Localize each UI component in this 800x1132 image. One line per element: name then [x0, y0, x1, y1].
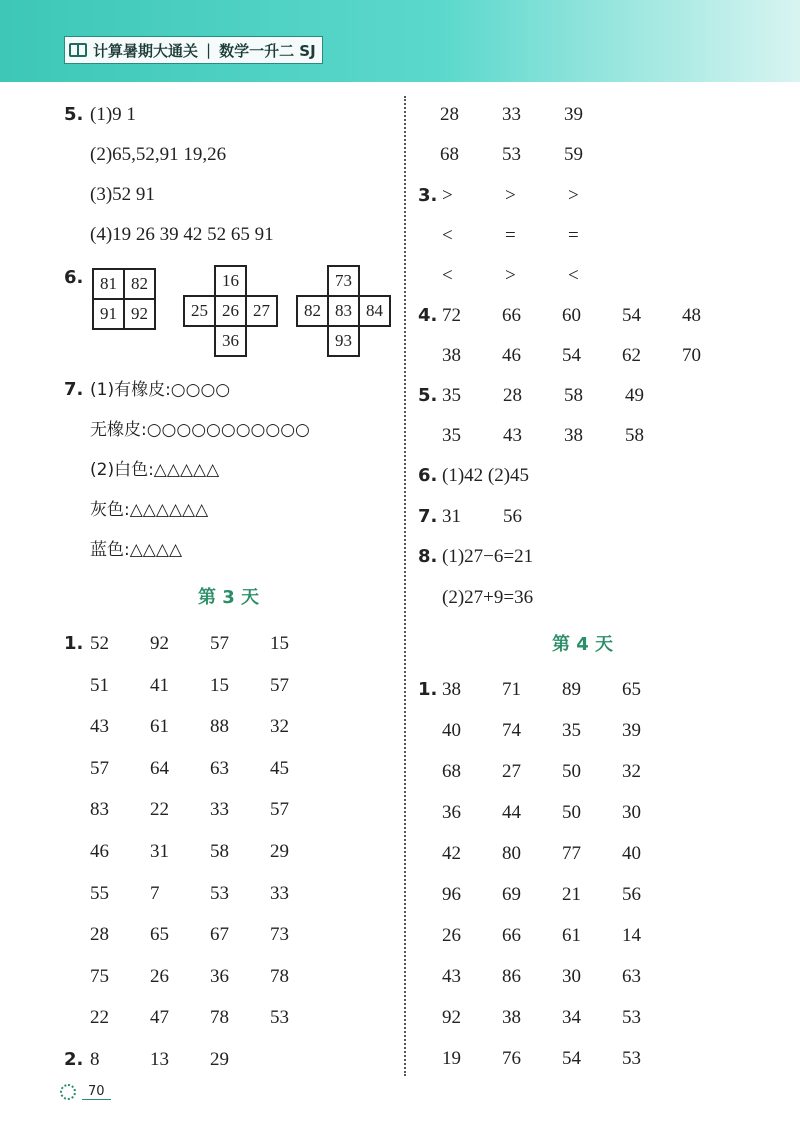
answer: 51 [90, 674, 109, 696]
day-4-heading: 第 4 天 [552, 634, 614, 655]
answer: 66 [502, 925, 521, 946]
answer: 30 [622, 802, 641, 823]
grid-cell: 84 [359, 296, 390, 326]
q5-line-1: (1)9 1 [90, 104, 136, 125]
answer: 39 [622, 720, 641, 741]
grid-cell: 73 [328, 266, 359, 296]
book-icon [69, 43, 87, 57]
answer: 65 [622, 679, 641, 700]
answer: 40 [622, 843, 641, 864]
answer: 38 [502, 1007, 521, 1028]
grid-cell: 92 [124, 299, 155, 329]
answer: 58 [625, 425, 644, 446]
answer: 35 [442, 385, 461, 406]
answer: 22 [90, 1007, 109, 1029]
answer: 44 [502, 802, 521, 823]
answer: 26 [442, 925, 461, 946]
answer: = [568, 225, 579, 246]
q8-line-1: (1)27−6=21 [442, 546, 534, 567]
answer: 63 [210, 757, 229, 779]
q6-grid-3 [296, 265, 391, 357]
answer: 55 [90, 882, 109, 904]
answer: 15 [210, 674, 229, 696]
answer: 61 [150, 716, 169, 738]
answer: 47 [150, 1007, 169, 1029]
q7-line-2: 无橡皮:○○○○○○○○○○○ [90, 420, 310, 440]
answer: 38 [442, 345, 461, 366]
answer: 53 [210, 882, 229, 904]
answer: 88 [210, 716, 229, 738]
header-banner [0, 0, 800, 82]
q7-line-5: 蓝色:△△△△ [90, 540, 183, 560]
q3-number: 3. [418, 185, 438, 206]
grid-cell: 26 [215, 296, 246, 326]
answer: 43 [442, 966, 461, 987]
q6r-answers: (1)42 (2)45 [442, 465, 530, 486]
answer: 27 [502, 761, 521, 782]
header-title: 计算暑期大通关 [93, 41, 199, 60]
answer: 57 [210, 633, 229, 654]
grid-cell: 82 [297, 296, 328, 326]
answer: 39 [564, 104, 583, 125]
answer: 69 [502, 884, 521, 905]
answer: 78 [210, 1007, 229, 1029]
answer: 53 [622, 1007, 641, 1028]
answer: 40 [442, 720, 461, 741]
answer: 57 [270, 674, 289, 696]
d3-q1-number: 1. [64, 633, 84, 654]
answer: 14 [622, 925, 641, 946]
answer: 32 [270, 716, 289, 738]
answer: < [568, 265, 579, 286]
answer: 31 [442, 506, 461, 527]
answer: 29 [210, 1049, 229, 1070]
answer: 61 [562, 925, 581, 946]
grid-cell: 93 [328, 326, 359, 356]
answer: > [442, 185, 453, 206]
answer: 73 [270, 924, 289, 946]
footer [60, 1084, 111, 1100]
grid-cell: 36 [215, 326, 246, 356]
q4-number: 4. [418, 305, 438, 326]
answer: 96 [442, 884, 461, 905]
day-3-heading: 第 3 天 [198, 587, 260, 608]
q7-line-1: (1)有橡皮:○○○○ [90, 380, 231, 400]
answer: 7 [150, 882, 160, 904]
answer: 43 [503, 425, 522, 446]
q6r-number: 6. [418, 465, 438, 486]
q5-number: 5. [64, 104, 84, 125]
answer: 53 [622, 1048, 641, 1069]
answer: 35 [562, 720, 581, 741]
answer: 28 [90, 924, 109, 946]
q7r-number: 7. [418, 506, 438, 527]
answer: 33 [210, 799, 229, 821]
d4-q1-number: 1. [418, 679, 438, 700]
answer: < [442, 265, 453, 286]
q6-number: 6. [64, 267, 84, 288]
answer: 15 [270, 633, 289, 654]
header-separator: | [206, 41, 212, 59]
answer: 22 [150, 799, 169, 821]
answer: 89 [562, 679, 581, 700]
answer: 38 [564, 425, 583, 446]
answer: 52 [90, 633, 109, 654]
q7-line-3: (2)白色:△△△△△ [90, 460, 220, 480]
answer: 68 [440, 144, 459, 165]
answer: 56 [622, 884, 641, 905]
answer: 50 [562, 761, 581, 782]
answer: 70 [682, 345, 701, 366]
answer: 76 [502, 1048, 521, 1069]
answer: 57 [270, 799, 289, 821]
answer: > [568, 185, 579, 206]
q8-line-2: (2)27+9=36 [442, 587, 534, 608]
answer: 92 [150, 633, 169, 654]
answer: 56 [503, 506, 522, 527]
answer: 41 [150, 674, 169, 696]
answer: 28 [440, 104, 459, 125]
grid-cell: 83 [328, 296, 359, 326]
q5-line-2: (2)65,52,91 19,26 [90, 144, 227, 165]
answer: 54 [622, 305, 641, 326]
answer: 8 [90, 1049, 100, 1070]
answer: 60 [562, 305, 581, 326]
answer: 53 [270, 1007, 289, 1029]
q5-line-4: (4)19 26 39 42 52 65 91 [90, 224, 274, 245]
answer: 49 [625, 385, 644, 406]
answer: 42 [442, 843, 461, 864]
answer: > [505, 185, 516, 206]
grid-cell: 25 [184, 296, 215, 326]
q5-line-3: (3)52 91 [90, 184, 155, 205]
answer: 59 [564, 144, 583, 165]
answer: 83 [90, 799, 109, 821]
answer: 66 [502, 305, 521, 326]
answer: 74 [502, 720, 521, 741]
answer: 57 [90, 757, 109, 779]
answer: 26 [150, 965, 169, 987]
answer: 58 [210, 841, 229, 862]
answer: 80 [502, 843, 521, 864]
answer: 21 [562, 884, 581, 905]
answer: 35 [442, 425, 461, 446]
answer: 65 [150, 924, 169, 946]
answer: 31 [150, 841, 169, 862]
answer: 92 [442, 1007, 461, 1028]
d3-q2-number: 2. [64, 1049, 84, 1070]
page-number: 70 [82, 1084, 111, 1100]
sun-icon [60, 1084, 76, 1100]
answer: 38 [442, 679, 461, 700]
q8-number: 8. [418, 546, 438, 567]
answer: 29 [270, 841, 289, 862]
answer: 58 [564, 385, 583, 406]
answer: 43 [90, 716, 109, 738]
q7-number: 7. [64, 379, 84, 400]
answer: 53 [502, 144, 521, 165]
answer: < [442, 225, 453, 246]
answer: = [505, 225, 516, 246]
grid-cell: 81 [93, 269, 124, 299]
answer: 46 [90, 841, 109, 862]
answer: 34 [562, 1007, 581, 1028]
answer: 86 [502, 966, 521, 987]
grid-cell: 27 [246, 296, 277, 326]
answer: > [505, 265, 516, 286]
answer: 54 [562, 1048, 581, 1069]
grid-cell: 82 [124, 269, 155, 299]
q7-line-4: 灰色:△△△△△△ [90, 500, 209, 520]
grid-cell: 16 [215, 266, 246, 296]
answer: 78 [270, 965, 289, 987]
answer: 75 [90, 965, 109, 987]
answer: 46 [502, 345, 521, 366]
q6-grid-1 [92, 268, 156, 330]
header-title-box [64, 36, 323, 64]
answer: 33 [502, 104, 521, 125]
answer: 63 [622, 966, 641, 987]
answer: 45 [270, 757, 289, 779]
answer: 33 [270, 882, 289, 904]
answer: 50 [562, 802, 581, 823]
answer: 30 [562, 966, 581, 987]
answer: 48 [682, 305, 701, 326]
q5r-number: 5. [418, 385, 438, 406]
answer: 32 [622, 761, 641, 782]
answer: 71 [502, 679, 521, 700]
grid-cell: 91 [93, 299, 124, 329]
column-divider [404, 96, 406, 1076]
answer: 19 [442, 1048, 461, 1069]
q6-grid-2 [183, 265, 278, 357]
answer: 36 [210, 965, 229, 987]
answer: 72 [442, 305, 461, 326]
answer: 77 [562, 843, 581, 864]
answer: 67 [210, 924, 229, 946]
header-subtitle: 数学一升二 SJ [219, 41, 316, 60]
answer: 54 [562, 345, 581, 366]
answer: 36 [442, 802, 461, 823]
answer: 62 [622, 345, 641, 366]
answer: 64 [150, 757, 169, 779]
answer: 13 [150, 1049, 169, 1070]
answer: 68 [442, 761, 461, 782]
answer: 28 [503, 385, 522, 406]
